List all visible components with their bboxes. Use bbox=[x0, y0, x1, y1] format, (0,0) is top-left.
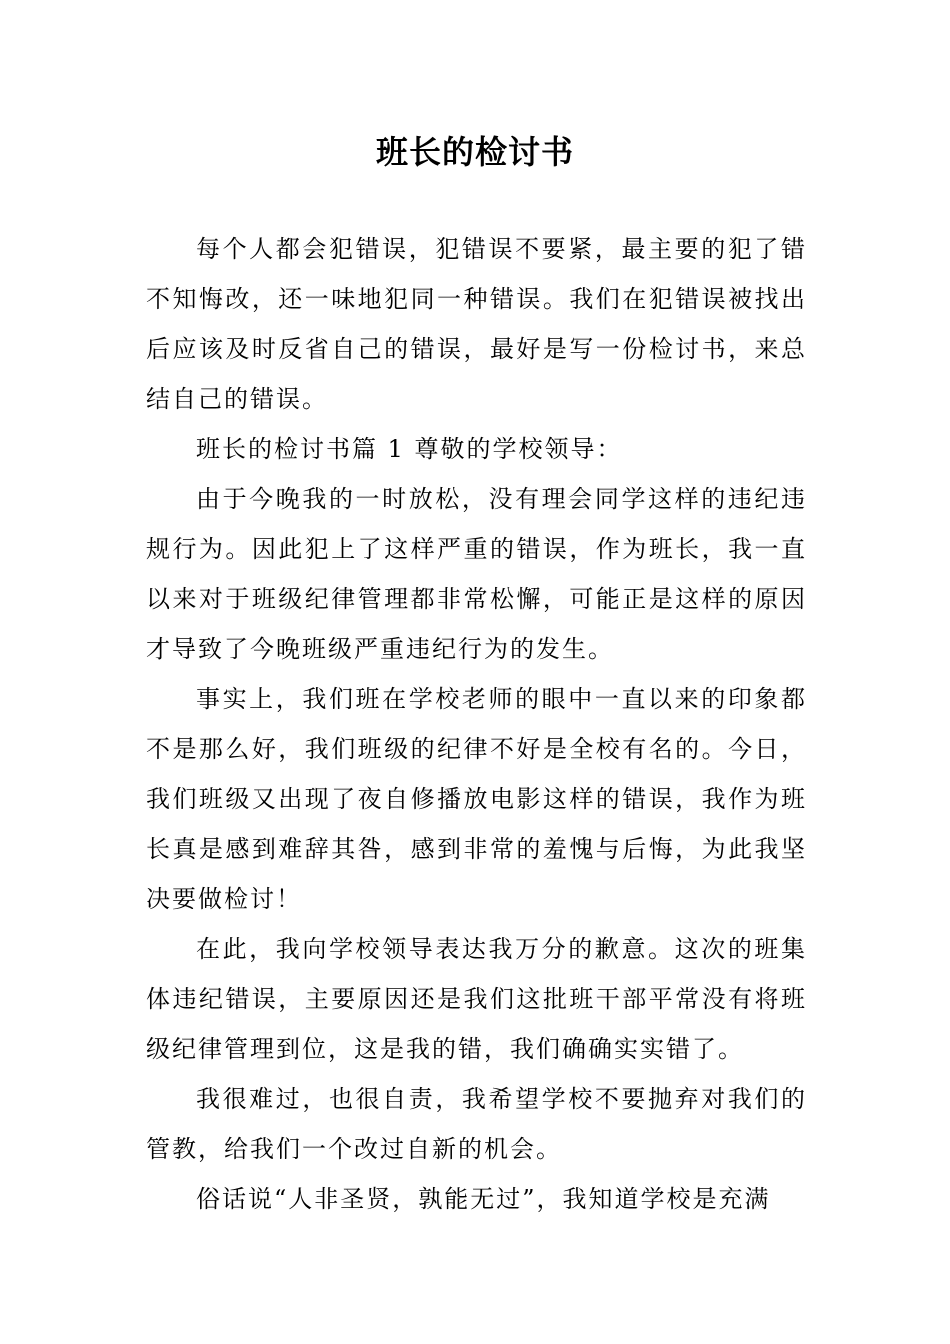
paragraph: 俗话说“人非圣贤，孰能无过”，我知道学校是充满 bbox=[196, 1185, 771, 1213]
paragraph: 事实上，我们班在学校老师的眼中一直以来的印象都不是那么好，我们班级的纪律不好是全校有名的。今日，我们班级又出现了夜自修播放电影这样的错误，我作为班长真是感到难辞其咎，感到非常的羞愧与后悔，为此我坚决要做检讨！ bbox=[146, 685, 807, 913]
document-title: 班长的检讨书 bbox=[375, 133, 574, 171]
paragraph: 在此，我向学校领导表达我万分的歉意。这次的班集体违纪错误，主要原因还是我们这批班干部平常没有将班级纪律管理到位，这是我的错，我们确确实实错了。 bbox=[146, 935, 807, 1063]
paragraph: 由于今晚我的一时放松，没有理会同学这样的违纪违规行为。因此犯上了这样严重的错误，作为班长，我一直以来对于班级纪律管理都非常松懈，可能正是这样的原因才导致了今晚班级严重违纪行为的发生。 bbox=[146, 485, 807, 663]
paragraph: 我很难过，也很自责，我希望学校不要抛弃对我们的管教，给我们一个改过自新的机会。 bbox=[146, 1085, 807, 1163]
paragraph: 每个人都会犯错误，犯错误不要紧，最主要的犯了错不知悔改，还一味地犯同一种错误。我们在犯错误被找出后应该及时反省自己的错误，最好是写一份检讨书，来总结自己的错误。 bbox=[146, 235, 807, 413]
document-body bbox=[146, 224, 807, 1224]
paragraph: 班长的检讨书篇 1 尊敬的学校领导： bbox=[196, 435, 623, 463]
